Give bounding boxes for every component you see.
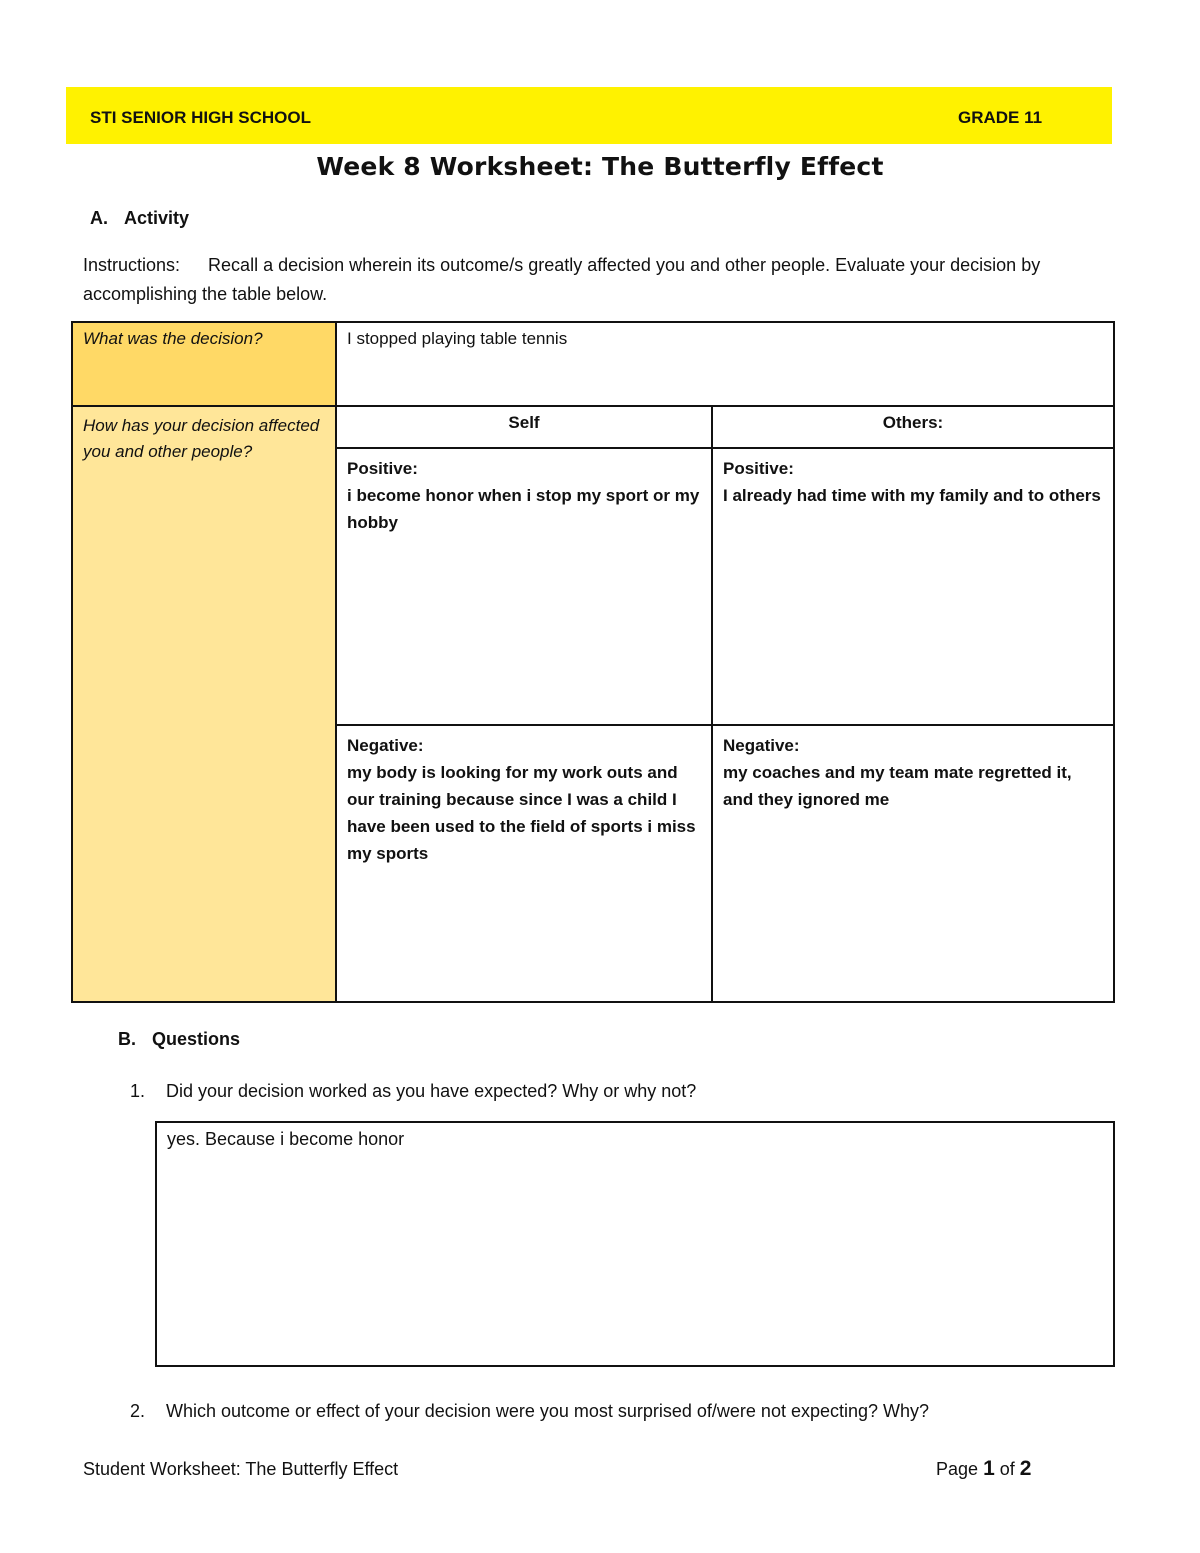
decision-label: What was the decision? [72,322,336,406]
page-number [936,1457,1031,1481]
table-row [72,322,1114,406]
others-positive-tag: Positive: [723,459,794,478]
section-b-heading [118,1029,240,1050]
others-negative-text: my coaches and my team mate regretted it, and they ignored me [723,763,1072,809]
header-band [66,87,1112,144]
footer-title: Student Worksheet: The Butterfly Effect [83,1459,399,1479]
question-2 [130,1401,929,1422]
evaluation-table [71,321,1115,1003]
question-2-text: Which outcome or effect of your decision were you most surprised of/were not expecting? Why? [166,1401,930,1421]
page-total: 2 [1019,1457,1032,1480]
instructions [83,251,1133,309]
question-1-text: Did your decision worked as you have expected? Why or why not? [166,1081,697,1101]
section-a-label: Activity [124,208,190,228]
others-negative-cell [712,725,1114,1002]
self-positive-tag: Positive: [347,459,418,478]
table-row [72,406,1114,448]
effect-label: How has your decision affected you and other people? [72,406,336,1002]
instructions-label: Instructions: [83,255,181,275]
self-negative-tag: Negative: [347,736,424,755]
page-current: 1 [983,1457,995,1480]
grade-level: GRADE 11 [958,108,1043,127]
page-word: Page [936,1459,979,1479]
instructions-text: Recall a decision wherein its outcome/s greatly affected you and other people. Evaluate your decision by accomplishing the table below. [83,255,1041,304]
self-negative-text: my body is looking for my work outs and our training because since I was a child I have been used to the field of sports i miss my sports [347,763,696,863]
section-b-label: Questions [152,1029,241,1049]
self-positive-text: i become honor when i stop my sport or my hobby [347,486,700,532]
self-positive-cell [336,448,712,725]
others-positive-cell [712,448,1114,725]
others-positive-text: I already had time with my family and to others [723,486,1101,505]
question-1-number: 1. [130,1081,146,1101]
decision-answer: I stopped playing table tennis [336,322,1114,406]
self-negative-cell [336,725,712,1002]
worksheet-title: Week 8 Worksheet: The Butterfly Effect [316,152,884,181]
section-a-heading [90,208,189,229]
question-1 [130,1081,696,1102]
school-name: STI SENIOR HIGH SCHOOL [90,108,312,127]
question-1-answer-box [155,1121,1115,1367]
self-column-header: Self [336,406,712,448]
section-a-letter: A. [90,208,108,228]
of-word: of [999,1459,1015,1479]
section-b-letter: B. [118,1029,136,1049]
question-2-number: 2. [130,1401,146,1421]
others-column-header: Others: [712,406,1114,448]
question-1-answer: yes. Because i become honor [167,1129,405,1149]
others-negative-tag: Negative: [723,736,800,755]
